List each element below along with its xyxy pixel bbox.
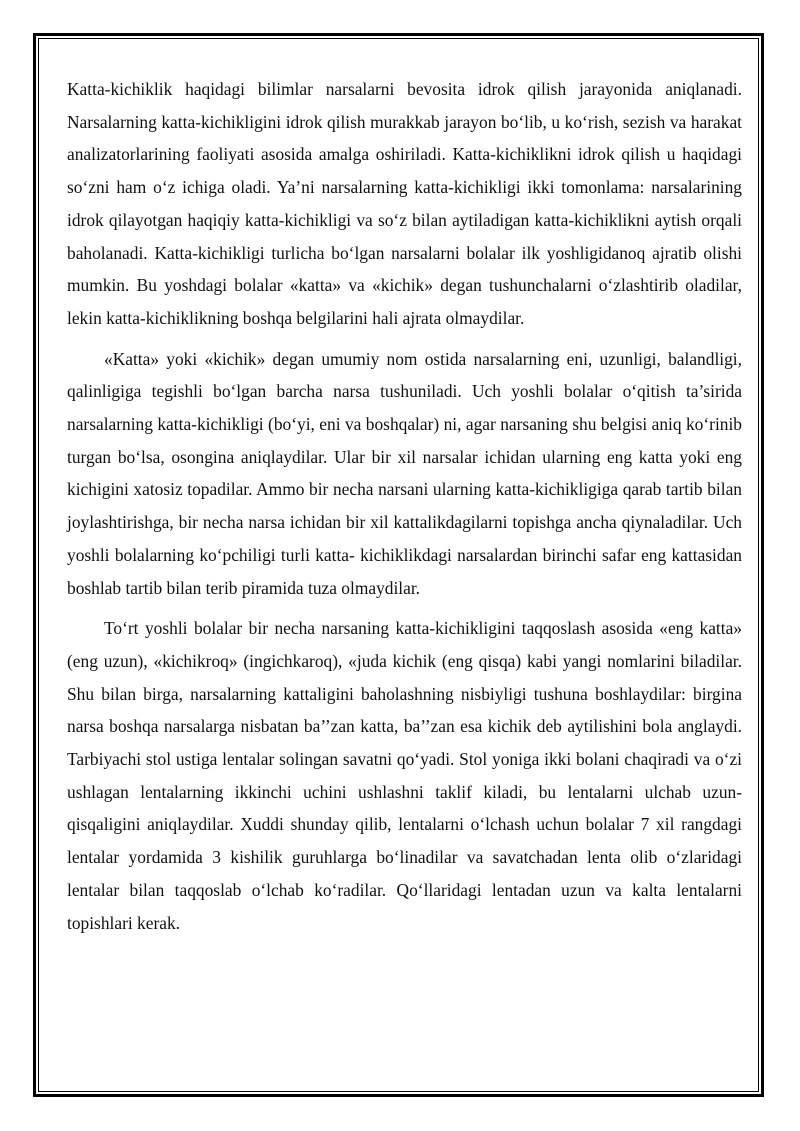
document-body — [67, 73, 742, 947]
paragraph-1: Katta-kichiklik haqidagi bilimlar narsalarni bevosita idrok qilish jarayonida aniqlanadi. Narsalarning katta-kichikligini idrok qilish murakkab jarayon bo‘lib, u ko‘rish, sezish va harakat analizatorlarining faoliyati asosida amalga oshiriladi. Katta-kichiklikni idrok qilish u haqidagi so‘zni ham o‘z ichiga oladi. Ya’ni narsalarning katta-kichikligi ikki tomonlama: narsalarining idrok qilayotgan haqiqiy katta-kichikligi va so‘z bilan aytiladigan katta-kichiklikni aytish orqali baholanadi. Katta-kichikligi turlicha bo‘lgan narsalarni bolalar ilk yoshligidanoq ajratib olishi mumkin. Bu yoshdagi bolalar «katta» va «kichik» degan tushunchalarni o‘zlashtirib oladilar, lekin katta-kichiklikning boshqa belgilarini hali ajrata olmaydilar. — [67, 79, 742, 328]
paragraph-3: To‘rt yoshli bolalar bir necha narsaning katta-kichikligini taqqoslash asosida «eng katta» (eng uzun), «kichikroq» (ingichkaroq), «juda kichik (eng qisqa) kabi yangi nomlarini biladilar. Shu bilan birga, narsalarning kattaligini baholashning nisbiyligi tushuna boshlaydilar: birgina narsa boshqa narsalarga nisbatan ba’’zan katta, ba’’zan esa kichik deb aytilishini bola anglaydi. Tarbiyachi stol ustiga lentalar solingan savatni qo‘yadi. Stol yoniga ikki bolani chaqiradi va o‘zi ushlagan lentalarning ikkinchi uchini ushlashni taklif kiladi, bu lentalarni ulchab uzun-qisqaligini aniqlaydilar. Xuddi shunday qilib, lentalarni o‘lchash uchun bolalar 7 xil rangdagi lentalar yordamida 3 kishilik guruhlarga bo‘linadilar va savatchadan lenta olib o‘zlaridagi lentalar bilan taqqoslab o‘lchab ko‘radilar. Qo‘llaridagi lentadan uzun va kalta lentalarni topishlari kerak. — [67, 618, 742, 933]
paragraph-2: «Katta» yoki «kichik» degan umumiy nom ostida narsalarning eni, uzunligi, balandligi, qalinligiga tegishli bo‘lgan barcha narsa tushuniladi. Uch yoshli bolalar o‘qitish ta’sirida narsalarning katta-kichikligi (bo‘yi, eni va boshqalar) ni, agar narsaning shu belgisi aniq ko‘rinib turgan bo‘lsa, osongina aniqlaydilar. Ular bir xil narsalar ichidan ularning eng katta yoki eng kichigini xatosiz topadilar. Ammo bir necha narsani ularning katta-kichikligiga qarab tartib bilan joylashtirishga, bir necha narsa ichidan bir xil kattalikdagilarni topishga ancha qiynaladilar. Uch yoshli bolalarning ko‘pchiligi turli katta- kichiklikdagi narsalardan birinchi safar eng kattasidan boshlab tartib bilan terib piramida tuza olmaydilar. — [67, 348, 742, 598]
